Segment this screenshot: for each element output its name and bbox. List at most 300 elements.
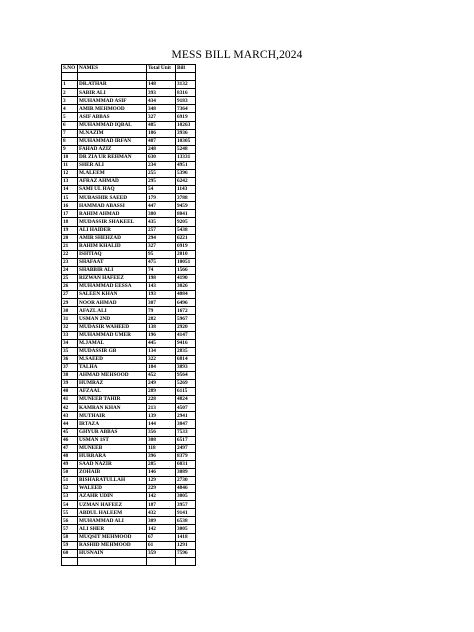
blank-cell — [176, 557, 196, 565]
cell-bill: 13331 — [176, 153, 196, 161]
cell-sno: 43 — [62, 412, 78, 420]
cell-sno: 12 — [62, 170, 78, 178]
cell-total-unit: 475 — [147, 258, 176, 266]
cell-name: DR.ATHAR — [78, 81, 147, 89]
cell-total-unit: 229 — [147, 485, 176, 493]
cell-sno: 25 — [62, 275, 78, 283]
cell-total-unit: 213 — [147, 404, 176, 412]
cell-bill: 5269 — [176, 380, 196, 388]
cell-sno: 47 — [62, 444, 78, 452]
cell-sno: 15 — [62, 194, 78, 202]
cell-bill: 4147 — [176, 331, 196, 339]
table-row — [62, 218, 196, 226]
table-row — [62, 153, 196, 161]
cell-sno: 36 — [62, 355, 78, 363]
cell-total-unit: 142 — [147, 493, 176, 501]
table-row — [62, 186, 196, 194]
cell-total-unit: 327 — [147, 242, 176, 250]
cell-sno: 21 — [62, 242, 78, 250]
cell-bill: 6919 — [176, 113, 196, 121]
cell-sno: 11 — [62, 161, 78, 169]
cell-sno: 40 — [62, 388, 78, 396]
cell-total-unit: 196 — [147, 331, 176, 339]
table-row — [62, 283, 196, 291]
blank-row — [62, 557, 196, 565]
cell-bill: 3893 — [176, 363, 196, 371]
cell-total-unit: 485 — [147, 121, 176, 129]
cell-name: M.JAMAL — [78, 339, 147, 347]
table-row — [62, 250, 196, 258]
cell-sno: 7 — [62, 129, 78, 137]
table-row — [62, 291, 196, 299]
cell-bill: 6814 — [176, 355, 196, 363]
table-row — [62, 258, 196, 266]
cell-name: AFRAZ AHMAD — [78, 178, 147, 186]
cell-bill: 4190 — [176, 275, 196, 283]
cell-sno: 51 — [62, 476, 78, 484]
table-row — [62, 501, 196, 509]
cell-name: SAMI UL HAQ — [78, 186, 147, 194]
table-row — [62, 89, 196, 97]
blank-cell — [147, 73, 176, 81]
cell-name: SALEEN KHAN — [78, 291, 147, 299]
table-row — [62, 509, 196, 517]
table-row — [62, 129, 196, 137]
cell-total-unit: 129 — [147, 476, 176, 484]
cell-total-unit: 356 — [147, 428, 176, 436]
table-row — [62, 266, 196, 274]
cell-total-unit: 380 — [147, 210, 176, 218]
cell-bill: 5967 — [176, 315, 196, 323]
cell-sno: 4 — [62, 105, 78, 113]
blank-cell — [147, 557, 176, 565]
table-row — [62, 436, 196, 444]
cell-bill: 5396 — [176, 170, 196, 178]
cell-total-unit: 307 — [147, 299, 176, 307]
cell-sno: 37 — [62, 363, 78, 371]
blank-cell — [62, 557, 78, 565]
cell-bill: 10263 — [176, 121, 196, 129]
cell-bill: 6919 — [176, 242, 196, 250]
cell-bill: 10305 — [176, 137, 196, 145]
table-row — [62, 468, 196, 476]
table-row — [62, 339, 196, 347]
cell-bill: 6517 — [176, 436, 196, 444]
cell-name: MUDASSIR GB — [78, 347, 147, 355]
cell-bill: 2920 — [176, 323, 196, 331]
table-row — [62, 121, 196, 129]
cell-bill: 8041 — [176, 210, 196, 218]
table-row — [62, 242, 196, 250]
cell-sno: 16 — [62, 202, 78, 210]
cell-total-unit: 54 — [147, 186, 176, 194]
cell-name: MUNEEB — [78, 444, 147, 452]
cell-bill: 2497 — [176, 444, 196, 452]
cell-bill: 6031 — [176, 460, 196, 468]
cell-sno: 29 — [62, 299, 78, 307]
cell-total-unit: 295 — [147, 178, 176, 186]
cell-bill: 3936 — [176, 129, 196, 137]
cell-total-unit: 138 — [147, 323, 176, 331]
cell-sno: 26 — [62, 283, 78, 291]
cell-total-unit: 61 — [147, 541, 176, 549]
cell-sno: 8 — [62, 137, 78, 145]
cell-bill: 7364 — [176, 105, 196, 113]
cell-bill: 4951 — [176, 161, 196, 169]
table-row — [62, 517, 196, 525]
cell-name: SAAD NAZIR — [78, 460, 147, 468]
cell-name: AZAHR UDIN — [78, 493, 147, 501]
cell-bill: 9459 — [176, 202, 196, 210]
cell-name: HUSNAIN — [78, 549, 147, 557]
cell-sno: 34 — [62, 339, 78, 347]
cell-name: MUHAMMAD EESSA — [78, 283, 147, 291]
table-row — [62, 315, 196, 323]
table-row — [62, 275, 196, 283]
cell-bill: 3132 — [176, 81, 196, 89]
cell-sno: 10 — [62, 153, 78, 161]
cell-bill: 3788 — [176, 194, 196, 202]
cell-total-unit: 445 — [147, 339, 176, 347]
cell-name: MUDASSIR SHAKEEL — [78, 218, 147, 226]
cell-sno: 14 — [62, 186, 78, 194]
cell-sno: 23 — [62, 258, 78, 266]
cell-name: FAHAD AZIZ — [78, 145, 147, 153]
cell-total-unit: 282 — [147, 315, 176, 323]
table-row — [62, 452, 196, 460]
cell-sno: 50 — [62, 468, 78, 476]
cell-total-unit: 67 — [147, 533, 176, 541]
table-row — [62, 299, 196, 307]
cell-name: ALI SHER — [78, 525, 147, 533]
cell-sno: 39 — [62, 380, 78, 388]
cell-bill: 3089 — [176, 468, 196, 476]
cell-total-unit: 294 — [147, 234, 176, 242]
cell-sno: 31 — [62, 315, 78, 323]
table-row — [62, 81, 196, 89]
cell-name: TALHA — [78, 363, 147, 371]
cell-total-unit: 142 — [147, 525, 176, 533]
blank-cell — [62, 73, 78, 81]
cell-total-unit: 435 — [147, 218, 176, 226]
cell-sno: 22 — [62, 250, 78, 258]
cell-total-unit: 452 — [147, 371, 176, 379]
cell-total-unit: 187 — [147, 501, 176, 509]
table-row — [62, 202, 196, 210]
table-row — [62, 105, 196, 113]
cell-total-unit: 359 — [147, 549, 176, 557]
cell-total-unit: 79 — [147, 307, 176, 315]
cell-sno: 35 — [62, 347, 78, 355]
cell-bill: 9564 — [176, 371, 196, 379]
table-row — [62, 549, 196, 557]
cell-sno: 13 — [62, 178, 78, 186]
cell-bill: 7533 — [176, 428, 196, 436]
cell-bill: 9183 — [176, 97, 196, 105]
table-row — [62, 485, 196, 493]
header-row — [62, 65, 196, 73]
cell-bill: 9141 — [176, 509, 196, 517]
cell-name: RAHIM AHMAD — [78, 210, 147, 218]
cell-name: DR ZIA UR REHMAN — [78, 153, 147, 161]
cell-name: ISHTIAQ — [78, 250, 147, 258]
table-row — [62, 355, 196, 363]
cell-name: MUHAMMAD ASIF — [78, 97, 147, 105]
cell-bill: 10051 — [176, 258, 196, 266]
cell-total-unit: 193 — [147, 291, 176, 299]
cell-name: SHER ALI — [78, 161, 147, 169]
table-row — [62, 307, 196, 315]
cell-name: USMAN 1ST — [78, 436, 147, 444]
cell-bill: 3957 — [176, 501, 196, 509]
blank-row — [62, 73, 196, 81]
cell-name: AFAZL ALI — [78, 307, 147, 315]
cell-total-unit: 134 — [147, 347, 176, 355]
cell-sno: 27 — [62, 291, 78, 299]
cell-name: AMIR SHEHZAD — [78, 234, 147, 242]
cell-name: MUDASIR WAHEED — [78, 323, 147, 331]
table-row — [62, 444, 196, 452]
table-row — [62, 371, 196, 379]
mess-bill-table — [61, 64, 196, 566]
cell-total-unit: 179 — [147, 194, 176, 202]
cell-total-unit: 146 — [147, 468, 176, 476]
table-row — [62, 97, 196, 105]
cell-total-unit: 234 — [147, 161, 176, 169]
cell-name: MUHAMMAD IQBAL — [78, 121, 147, 129]
cell-sno: 41 — [62, 396, 78, 404]
cell-bill: 4846 — [176, 485, 196, 493]
table-row — [62, 178, 196, 186]
cell-bill: 4084 — [176, 291, 196, 299]
table-row — [62, 420, 196, 428]
cell-sno: 53 — [62, 493, 78, 501]
page-title: MESS BILL MARCH,2024 — [171, 49, 303, 61]
table-row — [62, 161, 196, 169]
blank-cell — [78, 73, 147, 81]
cell-total-unit: 228 — [147, 396, 176, 404]
cell-total-unit: 257 — [147, 226, 176, 234]
cell-bill: 6115 — [176, 388, 196, 396]
cell-name: MUBASHIR SAEED — [78, 194, 147, 202]
table-row — [62, 226, 196, 234]
table-row — [62, 396, 196, 404]
cell-sno: 42 — [62, 404, 78, 412]
cell-sno: 49 — [62, 460, 78, 468]
cell-name: AHMAD MEHSOOD — [78, 371, 147, 379]
cell-bill: 2941 — [176, 412, 196, 420]
cell-sno: 32 — [62, 323, 78, 331]
cell-bill: 9205 — [176, 218, 196, 226]
cell-sno: 44 — [62, 420, 78, 428]
cell-bill: 2730 — [176, 476, 196, 484]
table-row — [62, 145, 196, 153]
cell-bill: 1566 — [176, 266, 196, 274]
table-body — [62, 73, 196, 566]
cell-bill: 8379 — [176, 452, 196, 460]
cell-sno: 1 — [62, 81, 78, 89]
cell-total-unit: 144 — [147, 420, 176, 428]
cell-bill: 1672 — [176, 307, 196, 315]
cell-total-unit: 184 — [147, 363, 176, 371]
cell-total-unit: 118 — [147, 444, 176, 452]
cell-total-unit: 322 — [147, 355, 176, 363]
table-row — [62, 428, 196, 436]
cell-name: MUNEEB TAHIR — [78, 396, 147, 404]
cell-name: M.ALEEM — [78, 170, 147, 178]
cell-total-unit: 434 — [147, 97, 176, 105]
cell-bill: 1291 — [176, 541, 196, 549]
cell-sno: 54 — [62, 501, 78, 509]
cell-bill: 5438 — [176, 226, 196, 234]
cell-sno: 19 — [62, 226, 78, 234]
cell-total-unit: 393 — [147, 89, 176, 97]
cell-name: MUTHAIR — [78, 412, 147, 420]
cell-name: SHABBIR ALI — [78, 266, 147, 274]
cell-name: USMAN 2ND — [78, 315, 147, 323]
cell-bill: 6221 — [176, 234, 196, 242]
cell-name: MUHAMMAD UMER — [78, 331, 147, 339]
cell-name: RAHIM KHALID — [78, 242, 147, 250]
cell-bill: 2010 — [176, 250, 196, 258]
cell-name: KAMRAN KHAN — [78, 404, 147, 412]
cell-name: ZOHAIB — [78, 468, 147, 476]
cell-name: ALI HAIDER — [78, 226, 147, 234]
cell-name: AMIR MEHMOOD — [78, 105, 147, 113]
table-row — [62, 194, 196, 202]
cell-bill: 3047 — [176, 420, 196, 428]
cell-sno: 60 — [62, 549, 78, 557]
cell-sno: 59 — [62, 541, 78, 549]
cell-bill: 2835 — [176, 347, 196, 355]
table-row — [62, 347, 196, 355]
cell-bill: 1418 — [176, 533, 196, 541]
cell-name: MUHAMMAD ALI — [78, 517, 147, 525]
cell-total-unit: 95 — [147, 250, 176, 258]
cell-bill: 3026 — [176, 283, 196, 291]
cell-total-unit: 309 — [147, 517, 176, 525]
cell-name: HURRARA — [78, 452, 147, 460]
cell-total-unit: 348 — [147, 105, 176, 113]
cell-name: RIZWAN HAFEEZ — [78, 275, 147, 283]
table-row — [62, 493, 196, 501]
cell-bill: 1143 — [176, 186, 196, 194]
table-row — [62, 476, 196, 484]
cell-name: RASHID MEHMOOD — [78, 541, 147, 549]
cell-sno: 17 — [62, 210, 78, 218]
cell-total-unit: 186 — [147, 129, 176, 137]
cell-name: IRTAZA — [78, 420, 147, 428]
cell-sno: 20 — [62, 234, 78, 242]
cell-sno: 55 — [62, 509, 78, 517]
table-row — [62, 380, 196, 388]
cell-bill: 4824 — [176, 396, 196, 404]
cell-total-unit: 289 — [147, 388, 176, 396]
table-row — [62, 113, 196, 121]
table-row — [62, 234, 196, 242]
cell-name: AFZAAL — [78, 388, 147, 396]
cell-bill: 4507 — [176, 404, 196, 412]
cell-sno: 52 — [62, 485, 78, 493]
cell-sno: 9 — [62, 145, 78, 153]
cell-bill: 3005 — [176, 493, 196, 501]
cell-sno: 48 — [62, 452, 78, 460]
table-row — [62, 331, 196, 339]
cell-sno: 38 — [62, 371, 78, 379]
cell-name: MUQSIT MEHMOOD — [78, 533, 147, 541]
table-row — [62, 323, 196, 331]
cell-name: BISHARATULLAH — [78, 476, 147, 484]
cell-name: ABDUL HALEEM — [78, 509, 147, 517]
cell-bill: 5248 — [176, 145, 196, 153]
table-row — [62, 533, 196, 541]
cell-total-unit: 396 — [147, 452, 176, 460]
cell-total-unit: 285 — [147, 460, 176, 468]
cell-total-unit: 308 — [147, 436, 176, 444]
table-row — [62, 210, 196, 218]
cell-total-unit: 487 — [147, 137, 176, 145]
cell-total-unit: 255 — [147, 170, 176, 178]
table-row — [62, 404, 196, 412]
cell-bill: 6496 — [176, 299, 196, 307]
header-total-unit: Total Unit — [147, 65, 176, 73]
cell-bill: 6538 — [176, 517, 196, 525]
header-bill: Bill — [176, 65, 196, 73]
cell-total-unit: 447 — [147, 202, 176, 210]
header-sno: S.NO — [62, 65, 78, 73]
table-row — [62, 541, 196, 549]
cell-name: SHAFAAT — [78, 258, 147, 266]
table-row — [62, 137, 196, 145]
cell-bill: 6242 — [176, 178, 196, 186]
cell-name: UZMAN HAFEEZ — [78, 501, 147, 509]
cell-sno: 56 — [62, 517, 78, 525]
cell-sno: 18 — [62, 218, 78, 226]
table-row — [62, 460, 196, 468]
cell-sno: 5 — [62, 113, 78, 121]
header-names: NAMES — [78, 65, 147, 73]
cell-total-unit: 143 — [147, 283, 176, 291]
cell-name: HUMRAZ — [78, 380, 147, 388]
cell-bill: 8316 — [176, 89, 196, 97]
cell-total-unit: 198 — [147, 275, 176, 283]
table-row — [62, 525, 196, 533]
cell-sno: 33 — [62, 331, 78, 339]
cell-total-unit: 249 — [147, 380, 176, 388]
cell-name: GHYUR ABBAS — [78, 428, 147, 436]
cell-bill: 7596 — [176, 549, 196, 557]
blank-cell — [78, 557, 147, 565]
cell-sno: 46 — [62, 436, 78, 444]
cell-sno: 3 — [62, 97, 78, 105]
cell-name: HAMMAD ABASSI — [78, 202, 147, 210]
cell-name: M.NAZIM — [78, 129, 147, 137]
cell-total-unit: 432 — [147, 509, 176, 517]
table-row — [62, 412, 196, 420]
cell-sno: 30 — [62, 307, 78, 315]
table-row — [62, 388, 196, 396]
cell-bill: 9416 — [176, 339, 196, 347]
cell-sno: 45 — [62, 428, 78, 436]
table-row — [62, 363, 196, 371]
cell-total-unit: 148 — [147, 81, 176, 89]
cell-name: M.SAEED — [78, 355, 147, 363]
cell-name: WALEED — [78, 485, 147, 493]
cell-total-unit: 139 — [147, 412, 176, 420]
cell-total-unit: 327 — [147, 113, 176, 121]
blank-cell — [176, 73, 196, 81]
cell-sno: 6 — [62, 121, 78, 129]
